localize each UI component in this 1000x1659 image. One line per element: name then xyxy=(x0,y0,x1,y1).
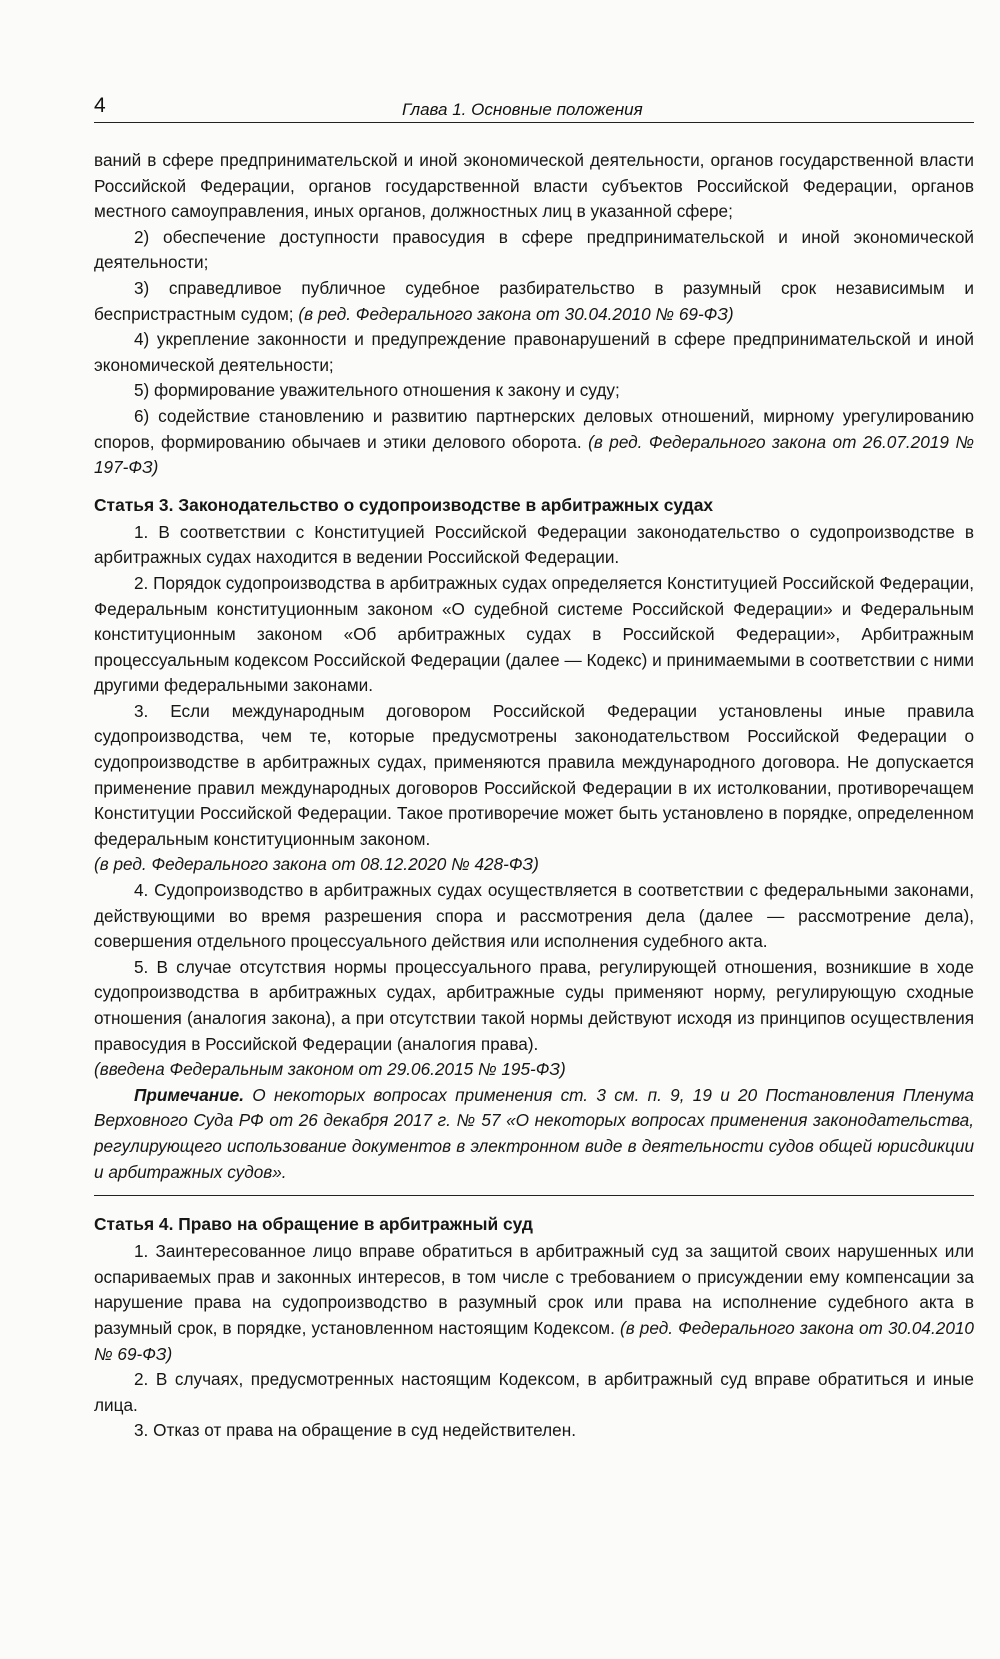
note-text: О некоторых вопросах применения ст. 3 см. п. 9, 19 и 20 Постановления Пленума Верховного Суда РФ от 26 декабря 2017 г. № 57 «О некоторых вопросах применения законодательства, регулирующего использование документов в электронном виде в деятельности судов общей юрисдикции и арбитражных судов». xyxy=(94,1084,974,1182)
article-3-paragraph-4: 4. Судопроизводство в арбитражных судах осуществляется в соответствии с федеральными законами, действующими во время разрешения спора и рассмотрения дела (далее — рассмотрение дела), совершения отдельного процессуального действия или исполнения судебного акта. xyxy=(94,880,974,952)
article-4-paragraph-2: 2. В случаях, предусмотренных настоящим Кодексом, в арбитражный суд вправе обратиться и иные лица. xyxy=(94,1369,974,1415)
list-item-2: 2) обеспечение доступности правосудия в сфере предпринимательской и иной экономической деятельности; xyxy=(94,226,974,273)
amendment-ref: (введена Федеральным законом от 29.06.2015 № 195-ФЗ) xyxy=(94,1059,566,1080)
chapter-title: Глава 1. Основные положения xyxy=(402,100,643,119)
amendment-ref: (в ред. Федерального закона от 08.12.2020 № 428-ФЗ) xyxy=(94,854,539,875)
article-3-note xyxy=(94,1083,974,1196)
page-content xyxy=(94,148,974,1444)
list-item-3 xyxy=(94,276,974,327)
note-label: Примечание. xyxy=(134,1084,244,1105)
list-item-4: 4) укрепление законности и предупреждение правонарушений в сфере предпринимательской и иной экономической деятельности; xyxy=(94,329,974,375)
page-header xyxy=(94,88,974,123)
list-item-6 xyxy=(94,404,974,481)
article-4-paragraph-1-text: 1. Заинтересованное лицо вправе обратиться в арбитражный суд за защитой своих нарушенных или оспариваемых прав и законных интересов, в том числе с требованием о присуждении ему компенсации за нарушение права на судопроизводство в разумный срок или права на исполнение судебного акта в разумный срок, в порядке, установленном настоящим Кодексом. xyxy=(94,1241,974,1338)
page-number: 4 xyxy=(94,94,106,117)
amendment-ref: (в ред. Федерального закона от 30.04.2010 № 69-ФЗ) xyxy=(94,1317,974,1364)
list-item-5: 5) формирование уважительного отношения к закону и суду; xyxy=(134,380,620,401)
amendment-ref: (в ред. Федерального закона от 30.04.2010 № 69-ФЗ) xyxy=(298,303,734,324)
article-3-paragraph-5: 5. В случае отсутствия нормы процессуального права, регулирующей отношения, возникшие в ходе судопроизводства в арбитражных судах, арбитражные суды применяют норму, регулирующую сходные отношения (аналогия закона), а при отсутствии такой нормы действуют исходя из принципов осуществления правосудия в Российской Федерации (аналогия права). xyxy=(94,956,974,1054)
list-item-3-text: 3) справедливое публичное судебное разбирательство в разумный срок независимым и беспристрастным судом; xyxy=(94,277,974,324)
article-3-title: Статья 3. Законодательство о судопроизводстве в арбитражных судах xyxy=(94,494,714,515)
intro-continuation: ваний в сфере предпринимательской и иной экономической деятельности, органов государственной власти Российской Федерации, органов государственной власти субъектов Российской Федерации, органов местного самоуправления, иных органов, должностных лиц в указанной сфере; xyxy=(94,150,974,222)
article-4-title: Статья 4. Право на обращение в арбитражный суд xyxy=(94,1214,533,1235)
amendment-ref: (в ред. Федерального закона от 26.07.2019 № 197-ФЗ) xyxy=(94,431,974,478)
article-3-paragraph-3: 3. Если международным договором Российской Федерации установлены иные правила судопроизводства, чем те, которые предусмотрены законодательством Российской Федерации о судопроизводстве в арбитражных судах, применяются правила международного договора. Не допускается применение правил международных договоров Российской Федерации в их истолковании, противоречащем Конституции Российской Федерации. Такое противоречие может быть установлено в порядке, определенном федеральным конституционным законом. xyxy=(94,700,974,849)
list-item-6-text: 6) содействие становлению и развитию партнерских деловых отношений, мирному урегулированию споров, формированию обычаев и этики делового оборота. xyxy=(94,405,974,452)
article-3-paragraph-1: 1. В соответствии с Конституцией Российской Федерации законодательство о судопроизводстве в арбитражных судах находится в ведении Российской Федерации. xyxy=(94,521,974,568)
article-3-paragraph-2: 2. Порядок судопроизводства в арбитражных судах определяется Конституцией Российской Федерации, Федеральным конституционным законом «О судебной системе Российской Федерации» и Федеральным конституционным законом «Об арбитражных судах в Российской Федерации», Арбитражным процессуальным кодексом Российской Федерации (далее — Кодекс) и принимаемыми в соответствии с ними другими федеральными законами. xyxy=(94,572,974,696)
article-4-paragraph-1 xyxy=(94,1239,974,1367)
article-4-paragraph-3: 3. Отказ от права на обращение в суд недействителен. xyxy=(134,1420,576,1441)
